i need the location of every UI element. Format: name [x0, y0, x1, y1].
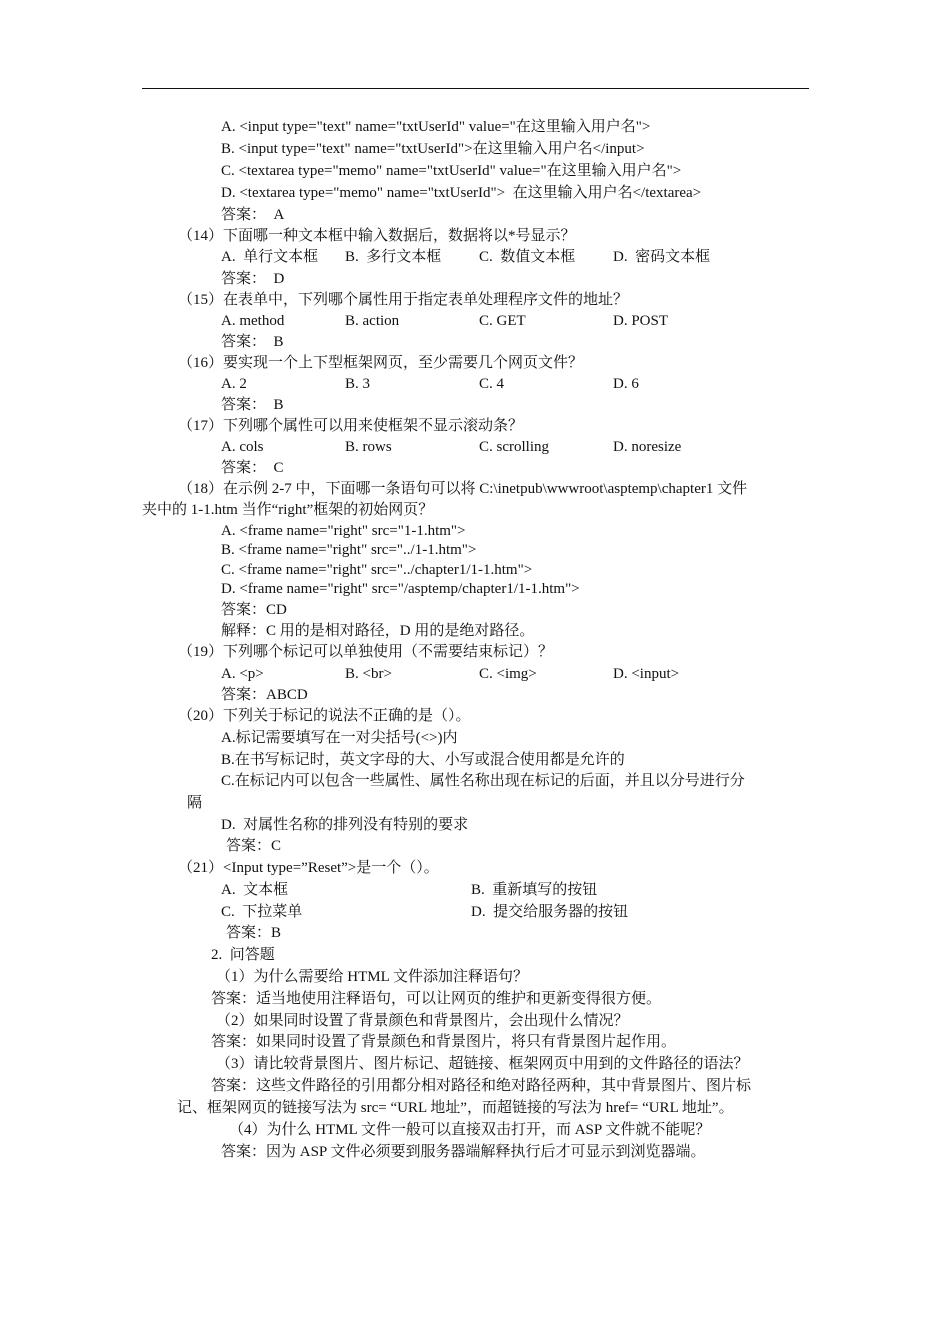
q19-option-c: C. <img>	[479, 666, 537, 682]
q14-option-a: A. 单行文本框	[221, 249, 319, 265]
q18-answer: 答案：CD	[221, 602, 287, 618]
q19-question: （19）下列哪个标记可以单独使用（不需要结束标记）？	[178, 644, 554, 660]
q19-option-b: B. <br>	[345, 666, 392, 682]
q20-option-c-line1: C.在标记内可以包含一些属性、属性名称出现在标记的后面，并且以分号进行分	[221, 773, 745, 789]
q19-option-a: A. <p>	[221, 666, 264, 682]
q14-question: （14）下面哪一种文本框中输入数据后，数据将以*号显示？	[178, 228, 576, 244]
q14-answer: 答案： D	[221, 271, 285, 287]
q16-option-d: D. 6	[613, 376, 639, 392]
q19-option-d: D. <input>	[613, 666, 680, 682]
q15-question: （15）在表单中，下列哪个属性用于指定表单处理程序文件的地址？	[178, 292, 629, 308]
q20-question: （20）下列关于标记的说法不正确的是（）。	[178, 708, 471, 724]
q21-option-a: A. 文本框	[221, 882, 289, 898]
q16-option-a: A. 2	[221, 376, 247, 392]
q18-option-d: D. <frame name="right" src="/asptemp/chapter1/1-1.htm">	[221, 581, 580, 597]
q15-option-b: B. action	[345, 313, 400, 329]
q21-question: （21）<Input type=”Reset”>是一个（）。	[178, 860, 439, 876]
q16-option-b: B. 3	[345, 376, 371, 392]
essay-q4: （4）为什么 HTML 文件一般可以直接双击打开，而 ASP 文件就不能呢？	[229, 1122, 711, 1138]
prev-option-d: D. <textarea type="memo" name="txtUserId"> 在这里输入用户名</textarea>	[221, 185, 702, 201]
header-rule	[142, 88, 809, 89]
q17-option-a: A. cols	[221, 439, 264, 455]
q14-option-c: C. 数值文本框	[479, 249, 576, 265]
essay-a2: 答案：如果同时设置了背景颜色和背景图片，将只有背景图片起作用。	[211, 1034, 677, 1050]
q21-option-d: D. 提交给服务器的按钮	[471, 904, 629, 920]
q19-answer: 答案：ABCD	[221, 687, 308, 703]
q20-option-b: B.在书写标记时，英文字母的大、小写或混合使用都是允许的	[221, 752, 625, 768]
q18-option-a: A. <frame name="right" src="1-1.htm">	[221, 523, 466, 539]
essay-q2: （2）如果同时设置了背景颜色和背景图片，会出现什么情况？	[216, 1013, 629, 1029]
q16-option-c: C. 4	[479, 376, 505, 392]
prev-option-c: C. <textarea type="memo" name="txtUserId" value="在这里输入用户名">	[221, 163, 682, 179]
q18-explanation: 解释：C 用的是相对路径，D 用的是绝对路径。	[221, 623, 535, 639]
q17-option-b: B. rows	[345, 439, 392, 455]
prev-option-a: A. <input type="text" name="txtUserId" value="在这里输入用户名">	[221, 119, 651, 135]
q17-option-c: C. scrolling	[479, 439, 549, 455]
q15-answer: 答案： B	[221, 334, 284, 350]
q18-option-b: B. <frame name="right" src="../1-1.htm">	[221, 542, 477, 558]
q20-option-d: D. 对属性名称的排列没有特别的要求	[221, 817, 469, 833]
q18-question-line2: 夹中的 1-1.htm 当作“right”框架的初始网页？	[142, 502, 434, 518]
q21-answer: 答案：B	[226, 925, 282, 941]
q17-option-d: D. noresize	[613, 439, 682, 455]
q20-option-a: A.标记需要填写在一对尖括号(<>)内	[221, 730, 458, 746]
essay-q1: （1）为什么需要给 HTML 文件添加注释语句？	[216, 969, 528, 985]
q18-question-line1: （18）在示例 2-7 中，下面哪一条语句可以将 C:\inetpub\wwwroot\asptemp\chapter1 文件	[178, 481, 748, 497]
prev-option-b: B. <input type="text" name="txtUserId">在这里输入用户名</input>	[221, 141, 645, 157]
q18-option-c: C. <frame name="right" src="../chapter1/1-1.htm">	[221, 562, 533, 578]
q16-question: （16）要实现一个上下型框架网页，至少需要几个网页文件？	[178, 355, 584, 371]
q20-answer: 答案：C	[226, 838, 282, 854]
q15-option-a: A. method	[221, 313, 285, 329]
q15-option-d: D. POST	[613, 313, 669, 329]
q21-option-b: B. 重新填写的按钮	[471, 882, 598, 898]
essay-q3: （3）请比较背景图片、图片标记、超链接、框架网页中用到的文件路径的语法？	[216, 1056, 749, 1072]
q16-answer: 答案： B	[221, 397, 284, 413]
q17-answer: 答案： C	[221, 460, 284, 476]
essay-a3-line2: 记、框架网页的链接写法为 src= “URL 地址”，而超链接的写法为 href= “URL 地址”。	[177, 1100, 734, 1116]
q15-option-c: C. GET	[479, 313, 526, 329]
prev-answer: 答案： A	[221, 207, 285, 223]
essay-a1: 答案：适当地使用注释语句，可以让网页的维护和更新变得很方便。	[211, 991, 662, 1007]
q14-option-b: B. 多行文本框	[345, 249, 442, 265]
q14-option-d: D. 密码文本框	[613, 249, 711, 265]
q21-option-c: C. 下拉菜单	[221, 904, 303, 920]
section2-title: 2. 问答题	[211, 947, 275, 963]
q20-option-c-line2: 隔	[187, 795, 203, 811]
q17-question: （17）下列哪个属性可以用来使框架不显示滚动条？	[178, 418, 524, 434]
essay-a4: 答案：因为 ASP 文件必须要到服务器端解释执行后才可显示到浏览器端。	[221, 1144, 706, 1160]
essay-a3-line1: 答案：这些文件路径的引用都分相对路径和绝对路径两种，其中背景图片、图片标	[211, 1078, 752, 1094]
